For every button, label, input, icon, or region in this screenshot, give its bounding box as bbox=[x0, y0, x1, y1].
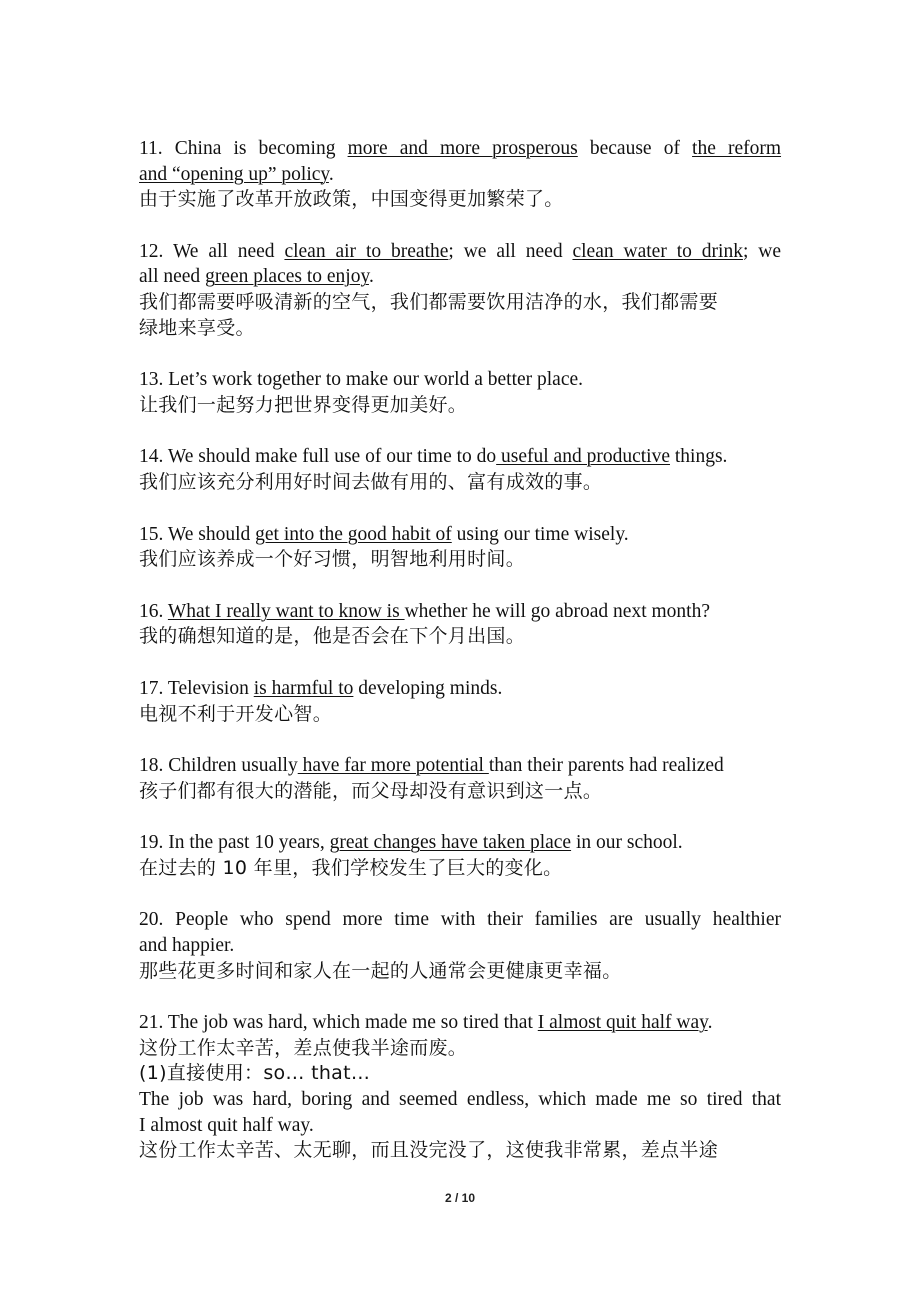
sentence-15-cn: 我们应该养成一个好习惯，明智地利用时间。 bbox=[139, 548, 526, 571]
text: because of bbox=[589, 138, 680, 159]
sentence-19-en bbox=[139, 830, 781, 856]
sentence-14-cn: 我们应该充分利用好时间去做有用的、富有成效的事。 bbox=[139, 470, 603, 493]
sentence-11-en-line2 bbox=[139, 162, 781, 188]
sentence-13-cn: 让我们一起努力把世界变得更加美好。 bbox=[139, 393, 468, 416]
spacer bbox=[139, 984, 781, 1010]
underlined-phrase: clean water to drink bbox=[572, 240, 743, 262]
sentence-18-cn: 孩子们都有很大的潜能，而父母却没有意识到这一点。 bbox=[139, 779, 603, 802]
sentence-17-cn: 电视不利于开发心智。 bbox=[139, 702, 333, 725]
sentence-21-subheading: (1)直接使用：so… that… bbox=[139, 1062, 371, 1085]
text: . bbox=[707, 1012, 713, 1034]
spacer bbox=[139, 213, 781, 239]
sentence-20-en-line2: and happier. bbox=[139, 935, 235, 957]
text: China is becoming bbox=[174, 138, 336, 159]
spacer bbox=[139, 573, 781, 599]
underlined-phrase: great changes have taken place bbox=[329, 832, 572, 854]
underlined-phrase: and “opening up” policy bbox=[139, 163, 329, 185]
spacer bbox=[139, 418, 781, 444]
spacer bbox=[139, 881, 781, 907]
text: We all need bbox=[172, 240, 275, 262]
text: in our school. bbox=[575, 832, 683, 854]
sentence-21-en bbox=[139, 1010, 781, 1036]
sentence-21-example-line2: I almost quit half way. bbox=[139, 1114, 314, 1136]
sentence-18-en bbox=[139, 753, 781, 779]
sentence-20-cn: 那些花更多时间和家人在一起的人通常会更健康更幸福。 bbox=[139, 959, 622, 982]
text: 19. In the past 10 years, bbox=[139, 832, 325, 854]
sentence-11-en-line1 bbox=[139, 136, 781, 162]
sentence-16-en bbox=[139, 599, 781, 625]
spacer bbox=[139, 341, 781, 367]
text: . bbox=[328, 163, 334, 185]
sentence-number: 12. bbox=[139, 240, 164, 262]
text: using our time wisely. bbox=[456, 523, 629, 545]
sentence-12-cn-line1: 我们都需要呼吸清新的空气，我们都需要饮用洁净的水，我们都需要 bbox=[139, 290, 719, 313]
text: ; we all need bbox=[448, 240, 563, 262]
sentence-13-en: 13. Let’s work together to make our world a better place. bbox=[139, 369, 584, 391]
underlined-phrase: is harmful to bbox=[253, 677, 354, 699]
sentence-21-example-line1: The job was hard, boring and seemed endless, which made me so tired that bbox=[139, 1089, 781, 1111]
sentence-number: 11. bbox=[139, 138, 163, 159]
underlined-phrase: get into the good habit of bbox=[255, 523, 452, 545]
underlined-phrase: the reform bbox=[692, 138, 782, 159]
sentence-12-cn-line2: 绿地来享受。 bbox=[139, 316, 255, 339]
underlined-phrase: What I really want to know is bbox=[167, 600, 405, 622]
sentence-19-cn: 在过去的 10 年里，我们学校发生了巨大的变化。 bbox=[139, 856, 563, 879]
text: things. bbox=[669, 446, 728, 468]
sentence-list bbox=[139, 136, 781, 1164]
sentence-12-en-line2 bbox=[139, 264, 781, 290]
text: than their parents had realized bbox=[488, 755, 724, 777]
text: 17. Television bbox=[139, 677, 249, 699]
text: whether he will go abroad next month? bbox=[404, 600, 710, 622]
text: all need bbox=[139, 266, 201, 288]
sentence-number: 16. bbox=[139, 600, 164, 622]
text: 14. We should make full use of our time to do bbox=[139, 446, 497, 468]
text: 21. The job was hard, which made me so tired that bbox=[139, 1012, 533, 1034]
spacer bbox=[139, 804, 781, 830]
sentence-14-en bbox=[139, 444, 781, 470]
sentence-17-en bbox=[139, 676, 781, 702]
sentence-21-example-cn: 这份工作太辛苦、太无聊，而且没完没了，这使我非常累，差点半途 bbox=[139, 1139, 719, 1162]
underlined-phrase: clean air to breathe bbox=[284, 240, 449, 262]
page-number: 2 / 10 bbox=[444, 1191, 476, 1205]
sentence-20-en-line1: 20. People who spend more time with their families are usually healthier bbox=[139, 909, 781, 931]
sentence-15-en bbox=[139, 522, 781, 548]
sentence-21-cn: 这份工作太辛苦，差点使我半途而废。 bbox=[139, 1036, 468, 1059]
spacer bbox=[139, 650, 781, 676]
spacer bbox=[139, 727, 781, 753]
underlined-phrase: more and more prosperous bbox=[347, 138, 578, 159]
text: 15. We should bbox=[139, 523, 251, 545]
underlined-phrase: green places to enjoy bbox=[205, 266, 369, 288]
spacer bbox=[139, 496, 781, 522]
underlined-phrase: I almost quit half way bbox=[537, 1012, 708, 1034]
sentence-12-en-line1 bbox=[139, 239, 781, 265]
underlined-phrase: have far more potential bbox=[297, 755, 489, 777]
text: developing minds. bbox=[358, 677, 503, 699]
underlined-phrase: useful and productive bbox=[496, 446, 670, 468]
text: . bbox=[368, 266, 374, 288]
text: ; we bbox=[742, 240, 782, 262]
text: 18. Children usually bbox=[139, 755, 298, 777]
sentence-11-cn: 由于实施了改革开放政策，中国变得更加繁荣了。 bbox=[139, 188, 564, 211]
sentence-16-cn: 我的确想知道的是，他是否会在下个月出国。 bbox=[139, 625, 526, 648]
